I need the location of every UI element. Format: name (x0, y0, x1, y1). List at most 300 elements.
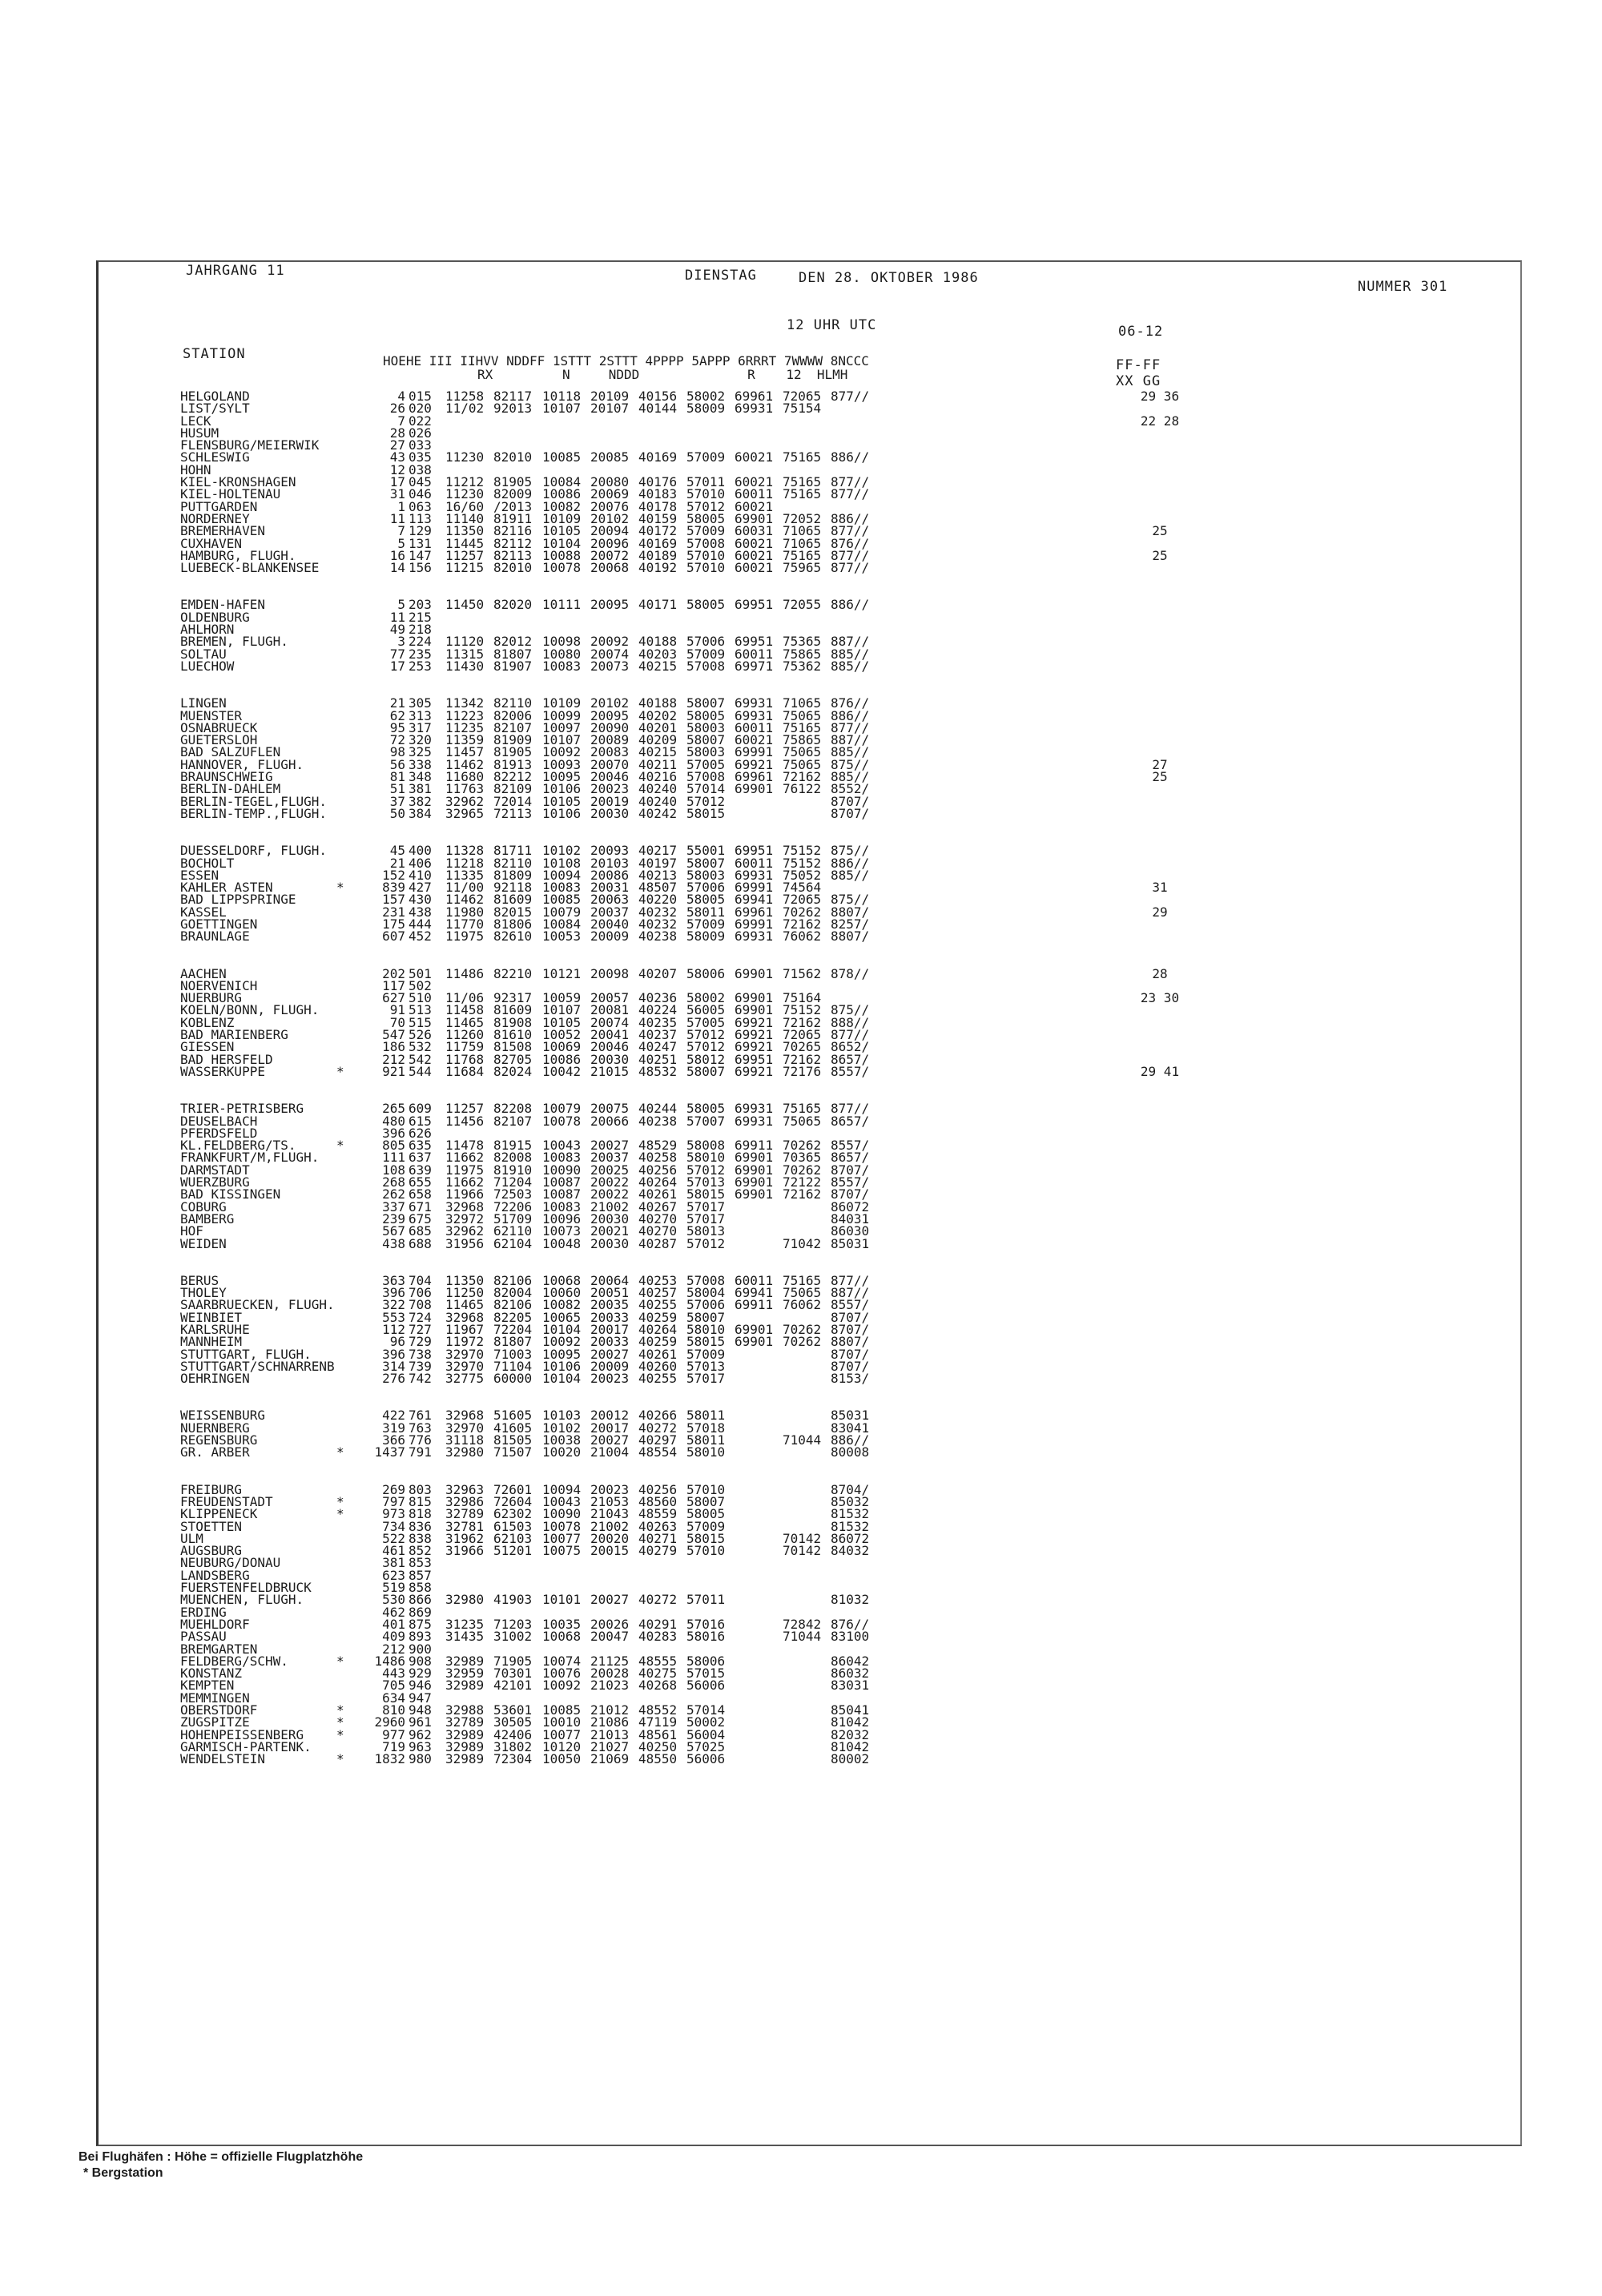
cell-r6: 69911 (735, 1297, 774, 1313)
cell-iihvv: 16/60 (445, 498, 485, 514)
cell-p4: 40247 (638, 1039, 678, 1055)
cell-iihvv: 11350 (445, 523, 485, 539)
station-group (180, 1409, 1222, 1458)
cell-nddff: 72014 (493, 793, 533, 809)
cell-iii: 947 (409, 1690, 432, 1706)
cell-hoehe: 186 (382, 1039, 405, 1055)
cell-hoehe: 108 (382, 1162, 405, 1178)
cell-r6: 69931 (735, 867, 774, 883)
cell-n8: 84031 (831, 1210, 870, 1227)
cell-iii: 615 (409, 1113, 432, 1129)
cell-n8: 8807/ (831, 928, 870, 945)
cell-iihvv: 32775 (445, 1371, 485, 1387)
cell-iii: 338 (409, 756, 432, 772)
cell-a5: 58004 (686, 1285, 726, 1301)
cell-p4: 40268 (638, 1678, 678, 1694)
cell-nddff: 51201 (493, 1543, 533, 1559)
cell-s1: 10078 (542, 560, 582, 576)
cell-iihvv: 11140 (445, 510, 485, 526)
cell-iii: 542 (409, 1051, 432, 1067)
cell-n8: 8707/ (831, 805, 870, 821)
cell-hoehe: 269 (382, 1481, 405, 1497)
cell-hoehe: 98 (389, 744, 405, 760)
cell-hoehe: 265 (382, 1101, 405, 1117)
cell-s1: 10043 (542, 1493, 582, 1509)
cell-s1: 10121 (542, 965, 582, 981)
table-row (180, 1678, 1222, 1694)
cell-w7: 72162 (783, 916, 822, 932)
cell-s1: 10109 (542, 695, 582, 711)
cell-a5: 57025 (686, 1738, 726, 1754)
cell-s1: 10105 (542, 1014, 582, 1030)
cell-hoehe: 553 (382, 1309, 405, 1325)
cell-s2: 20051 (590, 1285, 630, 1301)
cell-s2: 20046 (590, 769, 630, 785)
cell-s2: 20020 (590, 1530, 630, 1546)
cell-s2: 20086 (590, 867, 630, 883)
cell-w7: 72055 (783, 597, 822, 613)
cell-s2: 21027 (590, 1738, 630, 1754)
cell-nddff: 82107 (493, 719, 533, 735)
cell-s1: 10104 (542, 1322, 582, 1337)
cell-w7: 75965 (783, 560, 822, 576)
cell-nddff: 82109 (493, 781, 533, 797)
cell-w7: 75164 (783, 990, 822, 1006)
cell-iihvv: 31962 (445, 1530, 485, 1546)
cell-iihvv: 32988 (445, 1702, 485, 1718)
cell-a5: 58015 (686, 805, 726, 821)
cell-iihvv: 11680 (445, 769, 485, 785)
cell-r6: 69931 (735, 1113, 774, 1129)
cell-r6: 69901 (735, 1186, 774, 1202)
cell-name: DUESSELDORF, FLUGH. (180, 843, 328, 859)
cell-s1: 10035 (542, 1616, 582, 1632)
table-row (180, 401, 1222, 417)
cell-s2: 20041 (590, 1027, 630, 1043)
cell-s2: 20030 (590, 805, 630, 821)
cell-a5: 58015 (686, 1186, 726, 1202)
cell-p4: 40244 (638, 1101, 678, 1117)
cell-n8: 875// (831, 756, 870, 772)
table-row (180, 1545, 1222, 1557)
cell-nddff: 82116 (493, 523, 533, 539)
cell-name: GR. ARBER (180, 1444, 250, 1460)
cell-s1: 10106 (542, 781, 582, 797)
cell-iii: 131 (409, 535, 432, 551)
cell-r6: 69951 (735, 843, 774, 859)
cell-s1: 10099 (542, 707, 582, 723)
cell-n8: 86042 (831, 1653, 870, 1669)
cell-iii: 875 (409, 1616, 432, 1632)
cell-iii: 438 (409, 904, 432, 920)
code-columns-header: HOEHE III IIHVV NDDFF 1STTT 2STTT 4PPPP 5APPP 6RRRT 7WWWW 8NCCC (383, 353, 869, 369)
cell-nddff: 82010 (493, 560, 533, 576)
cell-s2: 20027 (590, 1592, 630, 1608)
cell-p4: 40238 (638, 928, 678, 945)
cell-s1: 10086 (542, 486, 582, 502)
cell-s1: 10095 (542, 769, 582, 785)
cell-name: KIEL-KRONSHAGEN (180, 474, 296, 490)
table-row (180, 1569, 1222, 1581)
cell-name: BERUS (180, 1272, 219, 1288)
table-row (180, 1115, 1222, 1127)
cell-name: FLENSBURG/MEIERWIK (180, 437, 320, 453)
cell-p4: 40267 (638, 1198, 678, 1214)
cell-w7: 74564 (783, 880, 822, 896)
cell-p4: 48550 (638, 1751, 678, 1767)
cell-nddff: 72204 (493, 1322, 533, 1337)
cell-s1: 10094 (542, 1481, 582, 1497)
cell-w7: 72065 (783, 892, 822, 908)
cell-n8: 877// (831, 1272, 870, 1288)
observation-table (180, 390, 1222, 1790)
cell-name: LINGEN (180, 695, 227, 711)
cell-a5: 57016 (686, 1616, 726, 1632)
cell-iihvv: 32989 (445, 1751, 485, 1767)
cell-iihvv: 11235 (445, 719, 485, 735)
cell-iihvv: 11966 (445, 1186, 485, 1202)
cell-ff: 22 28 (1140, 413, 1180, 429)
cell-iihvv: 32968 (445, 1309, 485, 1325)
cell-r6: 60021 (735, 535, 774, 551)
cell-name: AUGSBURG (180, 1543, 243, 1559)
cell-n8: 81032 (831, 1592, 870, 1608)
cell-name: OBERSTDORF (180, 1702, 258, 1718)
cell-iihvv: 11768 (445, 1051, 485, 1067)
cell-r6: 69901 (735, 1002, 774, 1018)
cell-a5: 58005 (686, 1506, 726, 1522)
cell-a5: 57006 (686, 880, 726, 896)
cell-p4: 40202 (638, 707, 678, 723)
cell-s2: 20017 (590, 1420, 630, 1436)
cell-p4: 40275 (638, 1666, 678, 1682)
cell-name: HUSUM (180, 425, 219, 441)
cell-r6: 69901 (735, 965, 774, 981)
cell-s2: 20035 (590, 1297, 630, 1313)
cell-hoehe: 11 (389, 510, 405, 526)
cell-p4: 40255 (638, 1297, 678, 1313)
cell-n8: 83031 (831, 1678, 870, 1694)
cell-hoehe: 111 (382, 1150, 405, 1166)
cell-ff: 31 (1152, 880, 1168, 896)
cell-n8: 86030 (831, 1223, 870, 1239)
cell-hoehe: 1486 (374, 1653, 405, 1669)
cell-r6: 69901 (735, 990, 774, 1006)
cell-iii: 430 (409, 892, 432, 908)
cell-nddff: 81809 (493, 867, 533, 883)
cell-nddff: 81910 (493, 1162, 533, 1178)
cell-hoehe: 1437 (374, 1444, 405, 1460)
cell-w7: 71065 (783, 523, 822, 539)
cell-hoehe: 797 (382, 1493, 405, 1509)
cell-a5: 58009 (686, 401, 726, 417)
cell-nddff: 82015 (493, 904, 533, 920)
cell-r6: 69931 (735, 1101, 774, 1117)
cell-p4: 40287 (638, 1235, 678, 1251)
cell-iii: 046 (409, 486, 432, 502)
cell-nddff: 82020 (493, 597, 533, 613)
cell-iihvv: 11462 (445, 892, 485, 908)
cell-iii: 038 (409, 461, 432, 477)
cell-p4: 40270 (638, 1223, 678, 1239)
cell-p4: 48552 (638, 1702, 678, 1718)
cell-iii: 706 (409, 1285, 432, 1301)
cell-iihvv: 32968 (445, 1408, 485, 1424)
cell-r6: 69901 (735, 1174, 774, 1190)
cell-nddff: 71003 (493, 1346, 533, 1362)
cell-w7: 75165 (783, 449, 822, 465)
cell-p4: 40255 (638, 1371, 678, 1387)
cell-hoehe: 72 (389, 732, 405, 748)
cell-hoehe: 409 (382, 1629, 405, 1645)
cell-iii: 857 (409, 1567, 432, 1583)
cell-s1: 10108 (542, 855, 582, 871)
cell-s1: 10111 (542, 597, 582, 613)
cell-r6: 69901 (735, 1322, 774, 1337)
cell-nddff: 30505 (493, 1714, 533, 1730)
cell-s2: 20076 (590, 498, 630, 514)
cell-p4: 40224 (638, 1002, 678, 1018)
cell-hoehe: 522 (382, 1530, 405, 1546)
cell-s1: 10097 (542, 719, 582, 735)
cell-name: BAMBERG (180, 1210, 235, 1227)
cell-iihvv: 11967 (445, 1322, 485, 1337)
cell-p4: 40264 (638, 1174, 678, 1190)
footnote-airport-height: Bei Flughäfen : Höhe = offizielle Flugplatzhöhe (78, 2150, 364, 2164)
cell-nddff: 42406 (493, 1726, 533, 1742)
cell-s2: 20033 (590, 1334, 630, 1350)
cell-w7: 75165 (783, 474, 822, 490)
cell-s2: 20070 (590, 756, 630, 772)
cell-n8: 877// (831, 1101, 870, 1117)
cell-nddff: 71905 (493, 1653, 533, 1669)
cell-name: HANNOVER, FLUGH. (180, 756, 304, 772)
cell-r6: 69931 (735, 928, 774, 945)
cell-hoehe: 31 (389, 486, 405, 502)
cell-r6: 69951 (735, 597, 774, 613)
cell-star: * (336, 1653, 344, 1669)
cell-p4: 40201 (638, 719, 678, 735)
cell-s1: 10098 (542, 634, 582, 650)
cell-iihvv: 11975 (445, 1162, 485, 1178)
cell-a5: 58007 (686, 1309, 726, 1325)
cell-iii: 382 (409, 793, 432, 809)
cell-name: STUTTGART, FLUGH. (180, 1346, 312, 1362)
cell-nddff: 82010 (493, 449, 533, 465)
cell-r6: 60011 (735, 486, 774, 502)
cell-n8: 80002 (831, 1751, 870, 1767)
cell-name: KAHLER ASTEN (180, 880, 273, 896)
cell-p4: 40171 (638, 597, 678, 613)
cell-nddff: 41903 (493, 1592, 533, 1608)
cell-iihvv: 11450 (445, 597, 485, 613)
cell-n8: 885// (831, 867, 870, 883)
cell-hoehe: 921 (382, 1063, 405, 1079)
cell-s1: 10102 (542, 1420, 582, 1436)
cell-name: HOF (180, 1223, 203, 1239)
cell-s2: 21053 (590, 1493, 630, 1509)
cell-iihvv: 32789 (445, 1714, 485, 1730)
cell-a5: 58003 (686, 867, 726, 883)
cell-nddff: 82208 (493, 1101, 533, 1117)
cell-s1: 10053 (542, 928, 582, 945)
cell-hoehe: 314 (382, 1358, 405, 1374)
cell-s1: 10083 (542, 1198, 582, 1214)
cell-hoehe: 627 (382, 990, 405, 1006)
cell-w7: 70142 (783, 1530, 822, 1546)
cell-r6: 60021 (735, 474, 774, 490)
table-row (180, 1371, 1222, 1387)
cell-a5: 57010 (686, 1543, 726, 1559)
cell-hoehe: 268 (382, 1174, 405, 1190)
cell-iii: 893 (409, 1629, 432, 1645)
cell-hoehe: 3 (397, 634, 405, 650)
cell-a5: 58010 (686, 1322, 726, 1337)
cell-iihvv: 11465 (445, 1014, 485, 1030)
cell-s2: 20095 (590, 597, 630, 613)
cell-iihvv: 11465 (445, 1297, 485, 1313)
cell-iii: 803 (409, 1481, 432, 1497)
cell-n8: 887// (831, 732, 870, 748)
cell-s2: 20046 (590, 1039, 630, 1055)
cell-r6: 69961 (735, 769, 774, 785)
cell-iii: 858 (409, 1580, 432, 1596)
cell-iihvv: 32962 (445, 1223, 485, 1239)
cell-p4: 40263 (638, 1518, 678, 1534)
cell-r6: 69901 (735, 1150, 774, 1166)
cell-s1: 10087 (542, 1174, 582, 1190)
cell-a5: 58013 (686, 1223, 726, 1239)
cell-nddff: 72113 (493, 805, 533, 821)
cell-s2: 20026 (590, 1616, 630, 1632)
cell-iii: 235 (409, 646, 432, 662)
cell-name: REGENSBURG (180, 1432, 258, 1448)
cell-s2: 20074 (590, 646, 630, 662)
cell-s2: 20023 (590, 1371, 630, 1387)
cell-nddff: /2013 (493, 498, 533, 514)
cell-p4: 40215 (638, 744, 678, 760)
cell-name: LUECHOW (180, 658, 235, 674)
cell-a5: 58006 (686, 965, 726, 981)
cell-iihvv: 11230 (445, 486, 485, 502)
cell-a5: 57005 (686, 756, 726, 772)
cell-hoehe: 50 (389, 805, 405, 821)
cell-iihvv: 32989 (445, 1678, 485, 1694)
cell-iihvv: 11486 (445, 965, 485, 981)
cell-p4: 40258 (638, 1150, 678, 1166)
cell-name: ULM (180, 1530, 203, 1546)
cell-s2: 20022 (590, 1174, 630, 1190)
cell-iii: 655 (409, 1174, 432, 1190)
cell-p4: 48560 (638, 1493, 678, 1509)
cell-nddff: 82110 (493, 855, 533, 871)
cell-a5: 58011 (686, 1408, 726, 1424)
cell-a5: 58002 (686, 389, 726, 404)
cell-hoehe: 202 (382, 965, 405, 981)
cell-iihvv: 11445 (445, 535, 485, 551)
cell-name: EMDEN-HAFEN (180, 597, 265, 613)
code-columns-subheader: RX N NDDD R 12 HLMH (477, 367, 848, 382)
cell-iihvv: 11257 (445, 1101, 485, 1117)
cell-nddff: 82024 (493, 1063, 533, 1079)
cell-hoehe: 443 (382, 1666, 405, 1682)
cell-hoehe: 363 (382, 1272, 405, 1288)
cell-a5: 57017 (686, 1198, 726, 1214)
cell-name: WASSERKUPPE (180, 1063, 265, 1079)
cell-hoehe: 152 (382, 867, 405, 883)
cell-name: BOCHOLT (180, 855, 235, 871)
cell-name: WEIDEN (180, 1235, 227, 1251)
cell-a5: 58006 (686, 1653, 726, 1669)
cell-star: * (336, 1493, 344, 1509)
cell-hoehe: 805 (382, 1138, 405, 1154)
cell-name: BERLIN-TEMP.,FLUGH. (180, 805, 328, 821)
cell-iihvv: 32970 (445, 1420, 485, 1436)
cell-s1: 10073 (542, 1223, 582, 1239)
cell-iii: 253 (409, 658, 432, 674)
cell-n8: 877// (831, 719, 870, 735)
cell-s2: 20090 (590, 719, 630, 735)
cell-name: MUEHLDORF (180, 1616, 250, 1632)
weekday-label: DIENSTAG (685, 268, 757, 284)
cell-r6: 69991 (735, 916, 774, 932)
cell-nddff: 72604 (493, 1493, 533, 1509)
cell-name: BREMEN, FLUGH. (180, 634, 288, 650)
cell-nddff: 92317 (493, 990, 533, 1006)
cell-s2: 20080 (590, 474, 630, 490)
cell-p4: 40220 (638, 892, 678, 908)
station-group (180, 697, 1222, 820)
cell-s1: 10102 (542, 843, 582, 859)
cell-name: NORDERNEY (180, 510, 250, 526)
cell-s2: 20025 (590, 1162, 630, 1178)
cell-iii: 515 (409, 1014, 432, 1030)
cell-name: BAD SALZUFLEN (180, 744, 281, 760)
cell-a5: 57009 (686, 646, 726, 662)
cell-s2: 21015 (590, 1063, 630, 1079)
cell-n8: 86032 (831, 1666, 870, 1682)
cell-s2: 20022 (590, 1186, 630, 1202)
cell-n8: 81042 (831, 1714, 870, 1730)
cell-r6: 60021 (735, 449, 774, 465)
cell-n8: 885// (831, 744, 870, 760)
cell-a5: 56005 (686, 1002, 726, 1018)
cell-a5: 55001 (686, 843, 726, 859)
cell-iihvv: 31235 (445, 1616, 485, 1632)
cell-a5: 50002 (686, 1714, 726, 1730)
cell-iihvv: 11260 (445, 1027, 485, 1043)
cell-n8: 8807/ (831, 1334, 870, 1350)
cell-a5: 57012 (686, 1027, 726, 1043)
cell-nddff: 62104 (493, 1235, 533, 1251)
cell-iii: 869 (409, 1604, 432, 1620)
cell-iii: 444 (409, 916, 432, 932)
table-row (180, 451, 1222, 463)
cell-s2: 20109 (590, 389, 630, 404)
cell-iii: 406 (409, 855, 432, 871)
cell-ff: 25 (1152, 523, 1168, 539)
cell-w7: 71562 (783, 965, 822, 981)
cell-s1: 10092 (542, 1334, 582, 1350)
cell-n8: 878// (831, 965, 870, 981)
cell-iihvv: 11335 (445, 867, 485, 883)
cell-n8: 875// (831, 1002, 870, 1018)
cell-n8: 85041 (831, 1702, 870, 1718)
cell-nddff: 81807 (493, 1334, 533, 1350)
cell-iihvv: 11250 (445, 1285, 485, 1301)
cell-s2: 20107 (590, 401, 630, 417)
cell-n8: 886// (831, 855, 870, 871)
